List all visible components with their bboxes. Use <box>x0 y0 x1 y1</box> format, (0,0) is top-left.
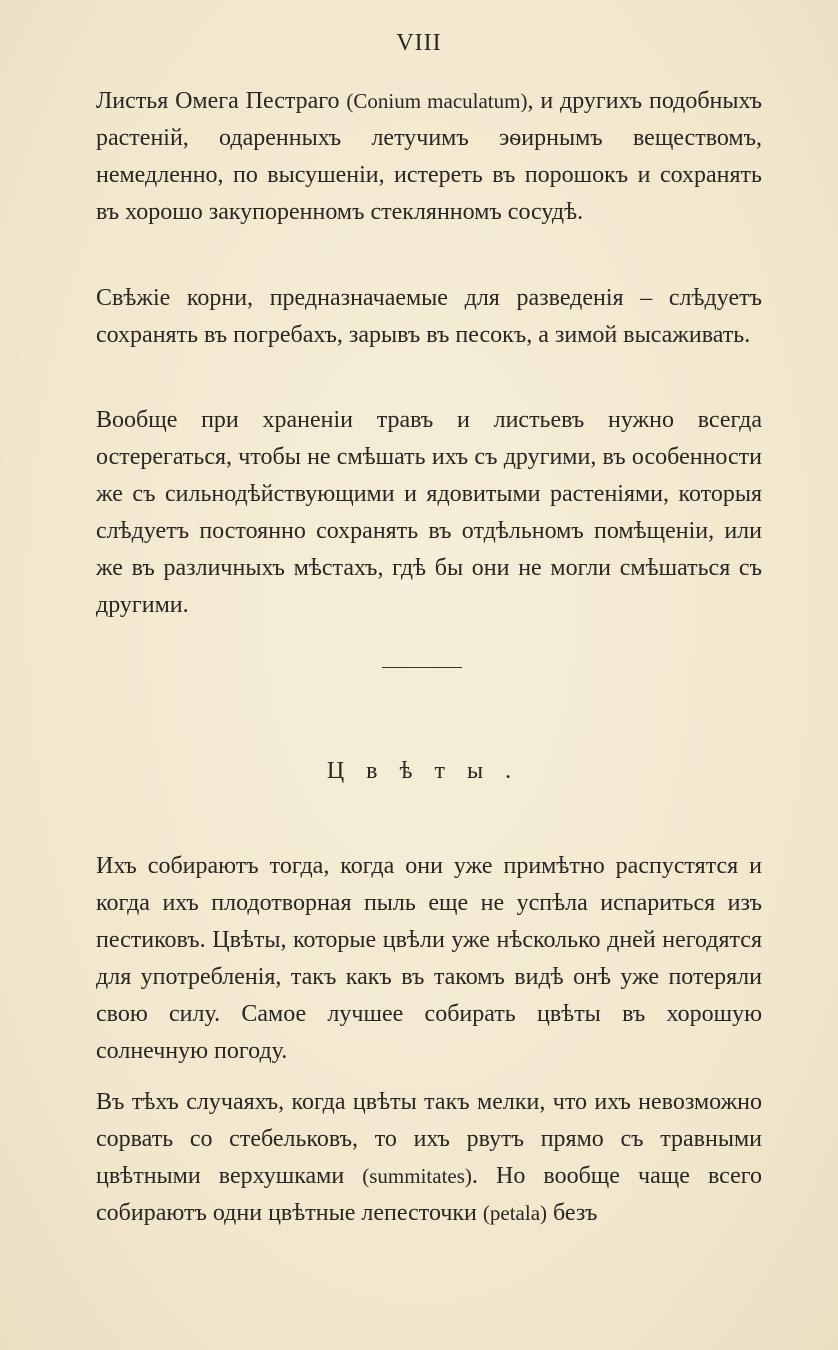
latin-term: (petala) <box>482 1201 548 1225</box>
paragraph-text: . Но вообще чаще всего собираютъ одни цвѣтные лепесточки <box>96 1163 762 1226</box>
paragraph-text: Листья Омега Пестраго <box>96 88 347 114</box>
paragraph-storage-caution: Вообще при храненiи травъ и листьевъ нужно всегда остерегаться, чтобы не смѣшать ихъ съ другими, въ особенности же съ сильнодѣйствующими и ядовитыми растенiями, которыя слѣдуетъ постоянно сохранять въ отдѣльномъ помѣщенiи, или же въ различныхъ мѣстахъ, гдѣ бы они не могли смѣшаться съ другими. <box>96 407 762 618</box>
paragraph-small-flowers <box>96 1084 762 1232</box>
paragraph-flower-collection: Ихъ собираютъ тогда, когда они уже примѣтно распустятся и когда ихъ плодотворная пыль еще не успѣла испариться изъ пестиковъ. Цвѣты, которые цвѣли уже нѣсколько дней негодятся для употребленiя, такъ какъ въ такомъ видѣ онѣ уже потеряли свою силу. Самое лучшее собирать цвѣты въ хорошую солнечную погоду. <box>96 853 762 1064</box>
section-divider <box>382 667 462 668</box>
paragraph-hemlock-leaves <box>96 83 762 231</box>
paragraph-text: Въ тѣхъ случаяхъ, когда цвѣты такъ мелки, что ихъ невозможно сорвать со стебельковъ, то ихъ рвутъ прямо съ травными цвѣтными верхушками <box>96 1089 762 1189</box>
paragraph-text: , и другихъ подобныхъ растенiй, одаренныхъ летучимъ эѳирнымъ веществомъ, немедленно, по высушенiи, истереть въ порошокъ и сохранять въ хорошо закупоренномъ стеклянномъ сосудѣ. <box>96 88 763 225</box>
section-heading: Цвѣты. <box>326 758 534 784</box>
latin-term: (summitates) <box>362 1164 472 1188</box>
paragraph-fresh-roots: Свѣжiе корни, предназначаемые для разведенiя – слѣдуетъ сохранять въ погребахъ, зарывъ въ песокъ, а зимой высаживать. <box>96 285 762 348</box>
page-number: VIII <box>396 30 442 56</box>
latin-term: (Conium maculatum) <box>346 89 528 113</box>
paragraph-text: безъ <box>547 1200 598 1226</box>
